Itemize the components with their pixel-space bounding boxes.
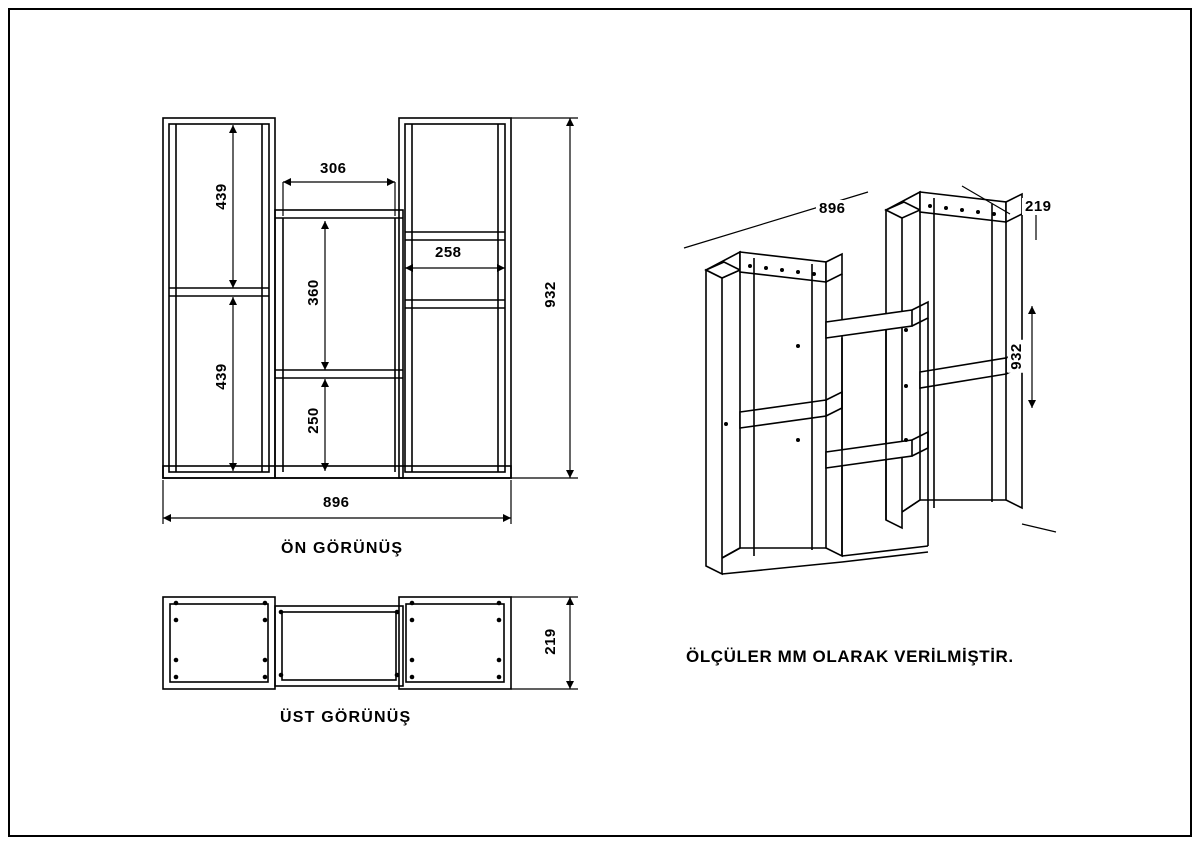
dim-iso-depth: 219 (1022, 198, 1055, 215)
front-view-caption: ÖN GÖRÜNÜŞ (281, 540, 404, 557)
dim-iso-height: 932 (1008, 340, 1025, 373)
dim-depth: 219 (542, 625, 559, 658)
top-view-caption: ÜST GÖRÜNÜŞ (280, 709, 412, 726)
dim-middle-lower-height: 250 (305, 404, 322, 437)
dim-middle-upper-height: 360 (305, 276, 322, 309)
dim-total-height: 932 (542, 278, 559, 311)
dim-right-width: 258 (432, 244, 465, 261)
dim-total-width: 896 (320, 494, 353, 511)
dim-middle-width: 306 (317, 160, 350, 177)
dim-left-lower-height: 439 (213, 360, 230, 393)
dim-iso-width: 896 (816, 200, 849, 217)
dim-left-upper-height: 439 (213, 180, 230, 213)
units-note: ÖLÇÜLER MM OLARAK VERİLMİŞTİR. (686, 647, 1014, 666)
